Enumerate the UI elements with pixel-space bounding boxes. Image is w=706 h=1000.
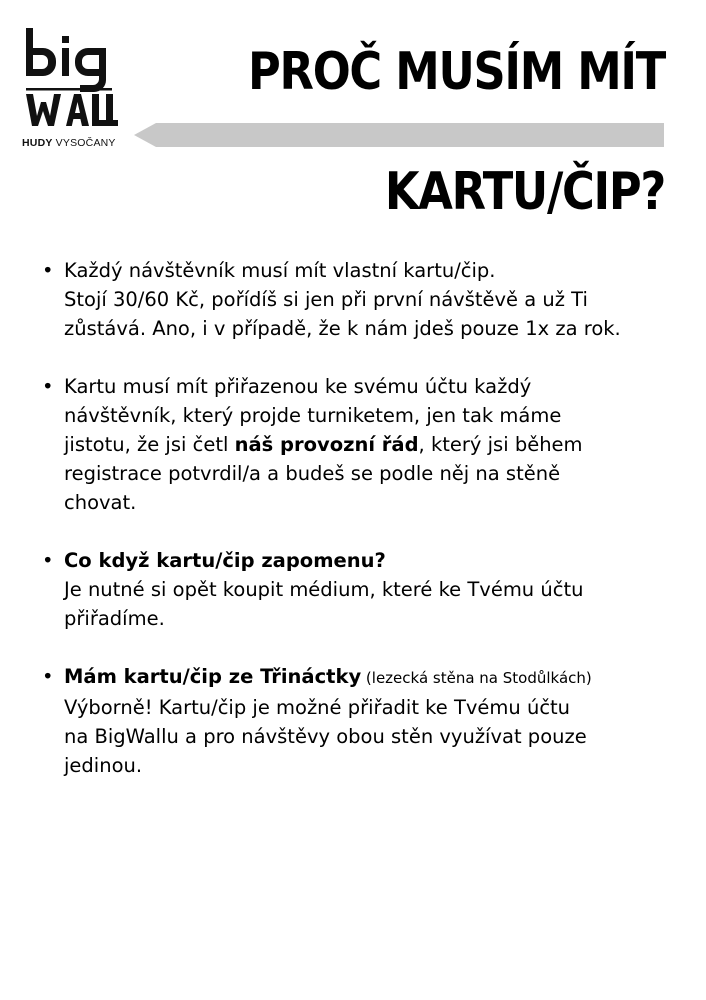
- page-title-line-2: KARTU/ČIP?: [384, 162, 665, 222]
- page-title-line-1: PROČ MUSÍM MÍT: [248, 42, 665, 102]
- info-list: [40, 256, 680, 809]
- item-text-line: návštěvník, který projde turniketem, jen tak máme: [64, 404, 562, 427]
- item-text-line: registrace potvrdil/a a budeš se podle něj na stěně: [64, 462, 561, 485]
- item-text-line: jistotu, že jsi četl náš provozní řád, který jsi během: [64, 433, 583, 456]
- item-text-line: Kartu musí mít přiřazenou ke svému účtu každý: [64, 375, 532, 398]
- item-heading-row: [64, 662, 680, 693]
- title-divider-bar: [134, 123, 664, 147]
- item-text-line: zůstává. Ano, i v případě, že k nám jdeš pouze 1x za rok.: [64, 317, 621, 340]
- bullet: •: [42, 259, 54, 282]
- bullet: •: [42, 665, 54, 688]
- item-text-line: Výborně! Kartu/čip je možné přiřadit ke Tvému účtu: [64, 696, 571, 719]
- item-text-line: chovat.: [64, 491, 137, 514]
- bullet: •: [42, 549, 54, 572]
- item-text-line: přiřadíme.: [64, 607, 165, 630]
- item-text-line: Stojí 30/60 Kč, pořídíš si jen při první návštěvě a už Ti: [64, 288, 588, 311]
- item-text-line: Každý návštěvník musí mít vlastní kartu/čip.: [64, 259, 496, 282]
- bigwall-logo-mark: [22, 26, 122, 134]
- bullet: •: [42, 375, 54, 398]
- logo-subtitle: HUDY VYSOČANY: [22, 137, 116, 149]
- list-item-forgotten-card: [40, 546, 680, 633]
- bigwall-logo: [22, 26, 122, 156]
- item-heading: Co když kartu/čip zapomenu?: [64, 549, 386, 572]
- item-heading: Mám kartu/čip ze Třináctky: [64, 665, 362, 688]
- item-text-line: jedinou.: [64, 754, 143, 777]
- list-item-card-assignment: [40, 372, 680, 517]
- operating-rules-emphasis: náš provozní řád: [234, 433, 419, 456]
- item-heading-note: (lezecká stěna na Stodůlkách): [361, 669, 592, 687]
- list-item-trinactka-card: [40, 662, 680, 780]
- item-text-line: na BigWallu a pro návštěvy obou stěn využívat pouze: [64, 725, 587, 748]
- list-item-own-card: [40, 256, 680, 343]
- item-text-line: Je nutné si opět koupit médium, které ke Tvému účtu: [64, 578, 584, 601]
